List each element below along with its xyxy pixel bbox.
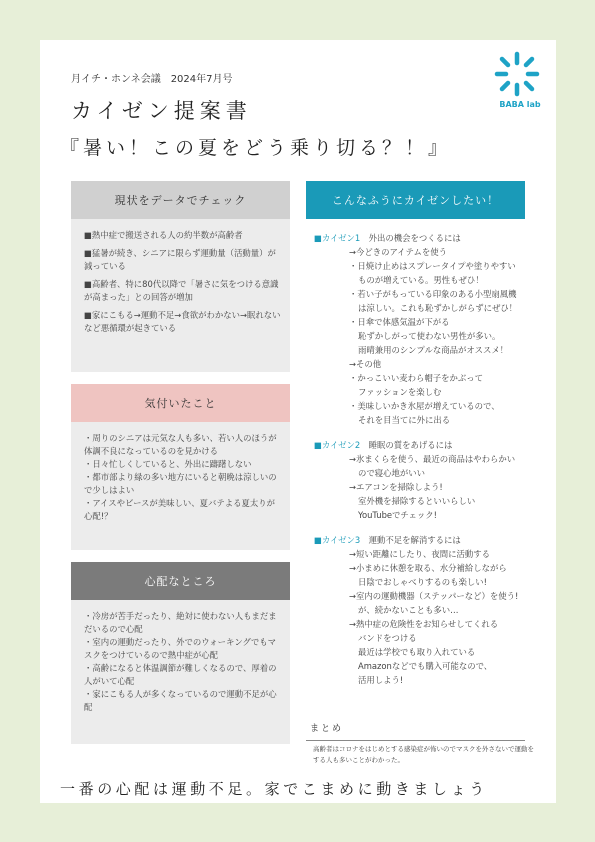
kaizen-1-title: ■カイゼン1 外出の機会をつくるには: [314, 233, 461, 243]
issue-info: 月イチ・ホンネ会議 2024年7月号: [71, 74, 233, 85]
summary-divider: [306, 740, 525, 741]
kaizen-1-label: カイゼン1: [321, 233, 361, 243]
proposal-line: →室内の運動機器（ステッパーなど）を使う!: [349, 591, 519, 601]
proposal-line: バンドをつける: [358, 633, 417, 643]
kaizen-1-heading: 外出の機会をつくるには: [368, 233, 461, 243]
summary-text: 高齢者はコロナをはじめとする感染症が怖いのでマスクを外さないで運動をする人も多いことがわかった。: [313, 745, 534, 764]
kaizen-2-heading: 睡眠の質をあげるには: [368, 440, 453, 450]
proposal-line: →エアコンを掃除しよう!: [349, 482, 443, 492]
list-item: ■高齢者、特に80代以降で「暑さに気をつける意識が高まった」との回答が増加: [84, 279, 279, 302]
proposal-line: が、続かないことも多い…: [358, 605, 459, 615]
concerns-panel: [71, 562, 290, 744]
page-title: カイゼン提案書: [71, 99, 252, 123]
kaizen-1-block: [314, 231, 529, 427]
kaizen-2-label: カイゼン2: [321, 440, 361, 450]
proposals-body: [314, 231, 529, 698]
noticed-heading: 気付いたこと: [71, 384, 290, 422]
proposal-line: ・美味しいかき氷屋が増えているので、: [349, 401, 500, 411]
summary-label: まとめ: [310, 724, 344, 734]
proposal-line: →小まめに休憩を取る、水分補給しながら: [349, 563, 507, 573]
proposal-line: →短い距離にしたり、夜間に活動する: [349, 549, 491, 559]
noticed-panel: [71, 384, 290, 550]
list-item: ・日々忙しくしていると、外出に躊躇しない: [84, 459, 252, 469]
proposal-line: 最近は学校でも取り入れている: [358, 647, 476, 657]
footer-message: 一番の心配は運動不足。家でこまめに動きましょう: [60, 780, 488, 798]
list-item: ・周りのシニアは元気な人も多い、若い人のほうが体調不良になっているのを見かける: [84, 433, 277, 456]
kaizen-3-title: ■カイゼン3 運動不足を解消するには: [314, 535, 461, 545]
proposal-line: ・日焼け止めはスプレータイプや塗りやすい: [349, 261, 516, 271]
proposal-line: →熱中症の危険性をお知らせしてくれる: [349, 619, 499, 629]
current-status-panel: [71, 181, 290, 372]
proposal-line: Amazonなどでも購入可能なので、: [358, 661, 493, 671]
concerns-heading: 心配なところ: [71, 562, 290, 600]
proposal-line: ので寝心地がいい: [358, 468, 425, 478]
proposal-line: 日陰でおしゃべりするのも楽しい!: [358, 577, 487, 587]
list-item: ■猛暑が続き、シニアに限らず運動量（活動量）が減っている: [84, 248, 276, 271]
noticed-list: [84, 432, 282, 523]
kaizen-2-block: [314, 438, 529, 522]
proposal-line: 室外機を掃除するといいらしい: [358, 496, 476, 506]
list-item: ・室内の運動だったり、外でのウォーキングでもマスクをつけているので熱中症が心配: [84, 637, 277, 660]
page-subtitle: 『暑い！この夏をどう乗り切る？！』: [60, 137, 452, 159]
concerns-list: [84, 610, 282, 714]
proposal-line: は涼しい。これも恥ずかしがらずにぜひ！: [358, 303, 518, 313]
list-item: ・都市部より緑の多い地方にいると朝晩は涼しいので少しはよい: [84, 472, 277, 495]
list-item: ・高齢になると体温調節が難しくなるので、厚着の人がいて心配: [84, 663, 277, 686]
sunburst-icon: [492, 50, 542, 98]
brand-logo-text: BABA lab: [499, 100, 541, 109]
brand-logo: [492, 50, 542, 112]
kaizen-3-label: カイゼン3: [321, 535, 361, 545]
list-item: ・アイスやビースが美味しい、夏バテよる夏太りが心配!？: [84, 498, 276, 521]
proposal-line: 雨晴兼用のシンプルな商品がオススメ！: [358, 345, 509, 355]
list-item: ・冷房が苦手だったり、絶対に使わない人もまだまだいるので心配: [84, 611, 277, 634]
proposal-line: →氷まくらを使う、最近の商品はやわらかい: [349, 454, 516, 464]
proposal-line: ファッションを楽しむ: [358, 387, 442, 397]
proposal-line: →今どきのアイテムを使う: [349, 247, 447, 257]
proposal-line: YouTubeでチェック!: [358, 510, 438, 520]
proposal-line: ・日傘で体感気温が下がる: [349, 317, 450, 327]
proposal-line: 恥ずかしがって使わない男性が多い。: [358, 331, 501, 341]
proposal-line: →その他: [349, 359, 382, 369]
proposal-line: それを目当てに外に出る: [358, 415, 451, 425]
list-item: ■熱中症で搬送される人の約半数が高齢者: [84, 230, 243, 240]
proposal-line: ・若い子がもっている印象のある小型扇風機: [349, 289, 517, 299]
current-status-list: [84, 229, 282, 340]
proposals-heading: こんなふうにカイゼンしたい！: [306, 181, 525, 219]
current-status-heading: 現状をデータでチェック: [71, 181, 290, 219]
kaizen-3-heading: 運動不足を解消するには: [368, 535, 461, 545]
kaizen-3-block: [314, 533, 529, 687]
list-item: ■家にこもる→運動不足→食欲がわかない→眠れないなど悪循環が起きている: [84, 310, 281, 333]
proposal-line: ・かっこいい麦わら帽子をかぶって: [349, 373, 483, 383]
list-item: ・家にこもる人が多くなっているので運動不足が心配: [84, 689, 277, 712]
proposal-line: ものが増えている。男性もぜひ！: [358, 275, 484, 285]
proposal-line: 活用しよう!: [358, 675, 404, 685]
kaizen-2-title: ■カイゼン2 睡眠の質をあげるには: [314, 440, 453, 450]
